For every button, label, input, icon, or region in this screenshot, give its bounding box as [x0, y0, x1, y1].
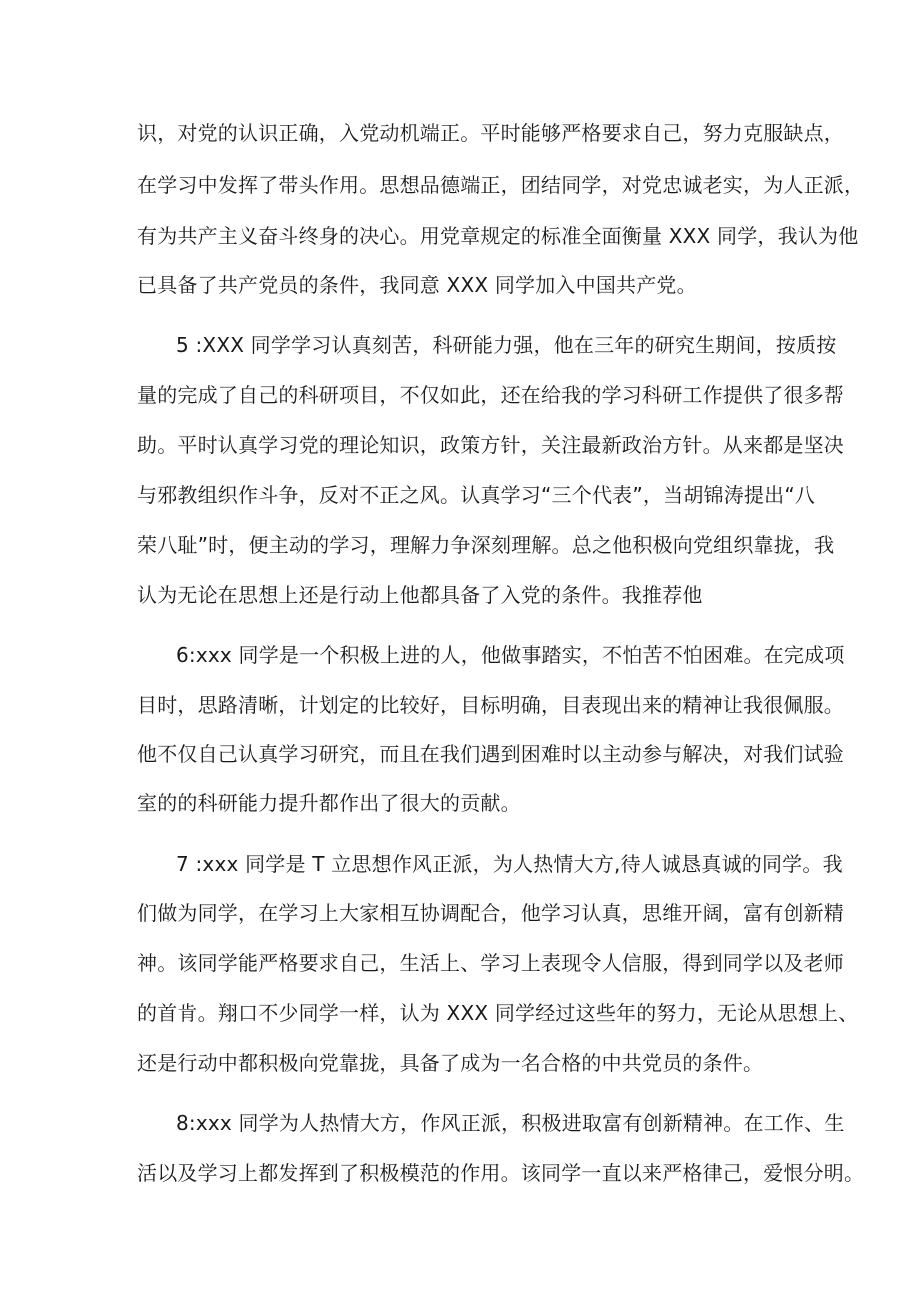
- paragraph-line: 活以及学习上都发挥到了积极模范的作用。该同学一直以来严格律己，爱恨分明。: [137, 1161, 865, 1185]
- paragraph-line: 目时，思路清晰，计划定的比较好，目标明确，目表现出来的精神让我很佩服。: [137, 693, 844, 717]
- paragraph-line: 在学习中发挥了带头作用。思想品德端正，团结同学，对党忠诚老实，为人正派，: [137, 173, 865, 197]
- paragraph-line: 认为无论在思想上还是行动上他都具备了入党的条件。我推荐他: [137, 583, 703, 607]
- paragraph-line: 助。平时认真学习党的理论知识，政策方针，关注最新政治方针。从来都是坚决: [137, 433, 844, 457]
- paragraph-line: 8:xxx 同学为人热情大方，作风正派，积极进取富有创新精神。在工作、生: [176, 1111, 845, 1135]
- paragraph-line: 还是行动中都积极向党靠拢，具备了成为一名合格的中共党员的条件。: [137, 1051, 764, 1075]
- paragraph-line: 已具备了共产党员的条件，我同意 XXX 同学加入中国共产党。: [137, 273, 697, 297]
- paragraph-line: 识，对党的认识正确，入党动机端正。平时能够严格要求自己，努力克服缺点，: [137, 121, 844, 145]
- paragraph-line: 5 :XXX 同学学习认真刻苦，科研能力强，他在三年的研究生期间，按质按: [176, 333, 837, 357]
- paragraph-line: 的首肯。翔口不少同学一样，认为 XXX 同学经过这些年的努力，无论从思想上、: [137, 1001, 859, 1025]
- paragraph-line: 荣八耻”时，便主动的学习，理解力争深刻理解。总之他积极向党组织靠拢，我: [137, 533, 835, 557]
- paragraph-line: 6:xxx 同学是一个积极上进的人，他做事踏实，不怕苦不怕困难。在完成项: [176, 643, 845, 667]
- paragraph-line: 量的完成了自己的科研项目，不仅如此，还在给我的学习科研工作提供了很多帮: [137, 383, 844, 407]
- paragraph-line: 他不仅自己认真学习研究，而且在我们遇到困难时以主动参与解决，对我们试验: [137, 742, 844, 766]
- paragraph-line: 7 :xxx 同学是 T 立思想作风正派，为人热情大方,待人诚恳真诚的同学。我: [176, 852, 843, 876]
- paragraph-line: 与邪教组织作斗争，反对不正之风。认真学习“三个代表”，当胡锦涛提出“八: [137, 483, 816, 507]
- paragraph-line: 室的的科研能力提升都作出了很大的贡献。: [137, 791, 521, 815]
- paragraph-line: 们做为同学，在学习上大家相互协调配合，他学习认真，思维开阔，富有创新精: [137, 901, 844, 925]
- paragraph-line: 神。该同学能严格要求自己，生活上、学习上表现令人信服，得到同学以及老师: [137, 951, 844, 975]
- paragraph-line: 有为共产主义奋斗终身的决心。用党章规定的标准全面衡量 XXX 同学，我认为他: [137, 224, 859, 248]
